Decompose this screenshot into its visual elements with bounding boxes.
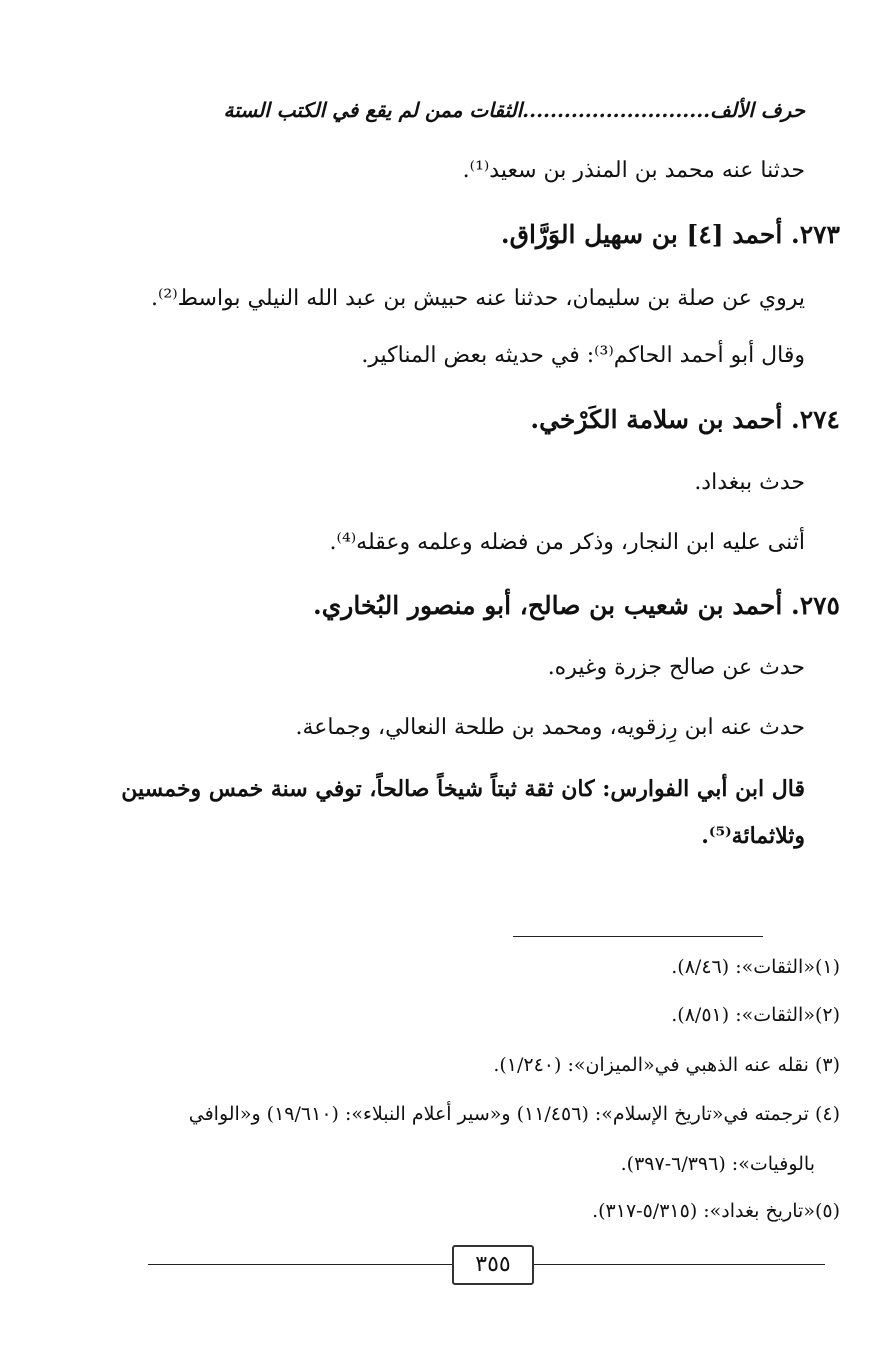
- footnote: (٥)«تاريخ بغداد»: (٥/٣١٥-٣١٧).: [592, 1200, 840, 1222]
- entry-heading: ٢٧٣. أحمد [٤] بن سهيل الوَرَّاق.: [500, 220, 840, 249]
- footnote: (٤) ترجمته في«تاريخ الإسلام»: (١١/٤٥٦) و«سير أعلام النبلاء»: (١٩/٦١٠) و«الوافي: [188, 1103, 840, 1125]
- footnote: (٢)«الثقات»: (٨/٥١).: [671, 1004, 840, 1026]
- header-book-title: الثقات ممن لم يقع في الكتب الستة: [223, 98, 523, 122]
- footnote: (٣) نقله عنه الذهبي في«الميزان»: (١/٢٤٠).: [493, 1054, 840, 1076]
- text-line: حدث ببغداد.: [694, 470, 805, 495]
- entry-heading: ٢٧٤. أحمد بن سلامة الكَرْخي.: [530, 405, 840, 434]
- text-line: وثلاثمائة⁽⁵⁾.: [701, 823, 805, 849]
- bottom-rule-left: [148, 1264, 452, 1265]
- text-line: حدثنا عنه محمد بن المنذر بن سعيد⁽¹⁾.: [462, 158, 805, 183]
- text-line: حدث عنه ابن رِزقويه، ومحمد بن طلحة النعالي، وجماعة.: [295, 715, 805, 740]
- text-line: قال ابن أبي الفوارس: كان ثقة ثبتاً شيخاً صالحاً، توفي سنة خمس وخمسين: [121, 776, 805, 802]
- bottom-rule-right: [530, 1264, 825, 1265]
- text-line: أثنى عليه ابن النجار، وذكر من فضله وعلمه وعقله⁽⁴⁾.: [329, 530, 805, 555]
- running-header: [60, 100, 805, 120]
- text-line: حدث عن صالح جزرة وغيره.: [547, 655, 805, 680]
- text-line: وقال أبو أحمد الحاكم⁽³⁾: في حديثه بعض المناكير.: [361, 343, 805, 368]
- header-dots: ...........................: [522, 98, 711, 122]
- footnote-continuation: بالوفيات»: (٦/٣٩٦-٣٩٧).: [620, 1153, 815, 1175]
- header-chapter: حرف الألف: [710, 98, 805, 122]
- text-line: يروي عن صلة بن سليمان، حدثنا عنه حبيش بن عبد الله النيلي بواسط⁽²⁾.: [150, 286, 805, 311]
- footnote-separator: [513, 936, 763, 937]
- entry-heading: ٢٧٥. أحمد بن شعيب بن صالح، أبو منصور البُخاري.: [313, 591, 840, 620]
- footnote: (١)«الثقات»: (٨/٤٦).: [671, 956, 840, 978]
- page-number: ٣٥٥: [452, 1245, 534, 1285]
